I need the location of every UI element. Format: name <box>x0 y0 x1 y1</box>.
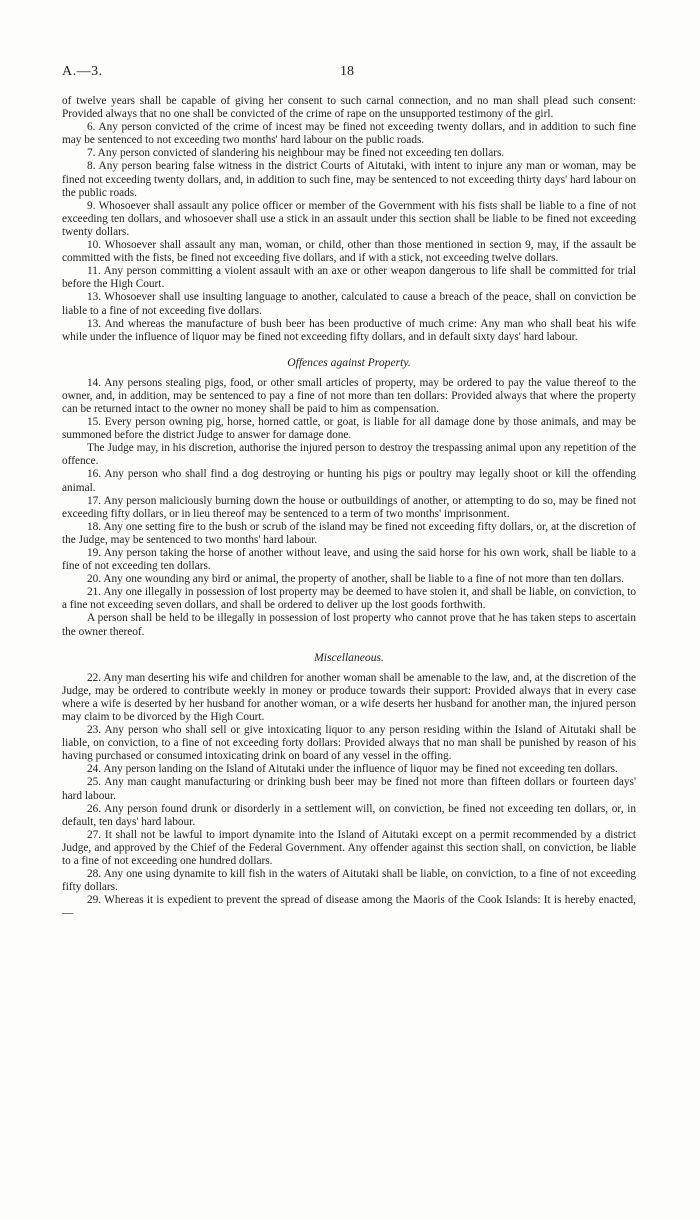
page-number: 18 <box>340 64 354 79</box>
paragraph: A person shall be held to be illegally in possession of lost property who cannot prove that he has taken steps to ascertain the owner thereof. <box>62 612 636 638</box>
section-heading: Offences against Property. <box>287 355 411 369</box>
paragraph: 24. Any person landing on the Island of Aitutaki under the influence of liquor may be fined not exceeding ten dollars. <box>87 763 618 776</box>
paragraph: 22. Any man deserting his wife and children for another woman shall be amenable to the law, and, at the discretion of the Judge, may be ordered to contribute weekly in money or produce towards their support: Provided always that in every case where a wife is deserted by her husband for another woman, or a wife deserts her husband for another man, the injured person may claim to be divorced by the High Court. <box>62 671 636 723</box>
paragraph: 13. Whosoever shall use insulting language to another, calculated to cause a breach of the peace, shall on conviction be liable to a fine of not exceeding five dollars. <box>62 291 636 317</box>
paragraph: 15. Every person owning pig, horse, horned cattle, or goat, is liable for all damage done by those animals, and may be summoned before the district Judge to answer for damage done. <box>62 416 636 442</box>
paragraph: 14. Any persons stealing pigs, food, or other small articles of property, may be ordered to pay the value thereof to the owner, and, in addition, may be sentenced to pay a fine of not more than ten dollars: Provided always that where the property can be returned intact to the owner no money shall be paid to him as compensation. <box>62 376 636 415</box>
paragraph: 26. Any person found drunk or disorderly in a settlement will, on conviction, be fined not exceeding ten dollars, or, in default, ten days' hard labour. <box>62 802 636 828</box>
body-text <box>62 95 636 920</box>
document-reference: A.—3. <box>62 64 103 79</box>
paragraph: 7. Any person convicted of slandering his neighbour may be fined not exceeding ten dollars. <box>87 147 505 160</box>
paragraph: of twelve years shall be capable of giving her consent to such carnal connection, and no man shall plead such consent: Provided always that no one shall be convicted of the crime of rape on the unsupported testimony of the girl. <box>62 95 636 121</box>
paragraph: 20. Any one wounding any bird or animal, the property of another, shall be liable to a fine of not more than ten dollars. <box>87 573 624 586</box>
section-heading: Miscellaneous. <box>314 650 384 664</box>
paragraph: 27. It shall not be lawful to import dynamite into the Island of Aitutaki except on a permit recommended by a district Judge, and approved by the Chief of the Federal Government. Any offender against this section shall, on conviction, be liable to a fine of not exceeding one hundred dollars. <box>62 828 636 867</box>
paragraph: 10. Whosoever shall assault any man, woman, or child, other than those mentioned in section 9, may, if the assault be committed with the fists, be fined not exceeding five dollars, and if with a stick, not exceeding twelve dollars. <box>62 239 636 265</box>
paragraph: 13. And whereas the manufacture of bush beer has been productive of much crime: Any man who shall beat his wife while under the influence of liquor may be fined not exceeding fifty dollars, and in default sixty days' hard labour. <box>62 317 636 343</box>
paragraph: 9. Whosoever shall assault any police officer or member of the Government with his fists shall be liable to a fine of not exceeding ten dollars, and whosoever shall use a stick in an assault under this section shall be liable to be fined not exceeding twenty dollars. <box>62 199 636 238</box>
paragraph: 6. Any person convicted of the crime of incest may be fined not exceeding twenty dollars, and in addition to such fine may be sentenced to not exceeding two months' hard labour on the public roads. <box>62 121 636 147</box>
paragraph: 29. Whereas it is expedient to prevent the spread of disease among the Maoris of the Cook Islands: It is hereby enacted,— <box>62 894 636 920</box>
paragraph: 17. Any person maliciously burning down the house or outbuildings of another, or attempting to do so, may be fined not exceeding fifty dollars, or in lieu thereof may be sentenced to a term of two months' imprisonment. <box>62 494 636 520</box>
paragraph: 28. Any one using dynamite to kill fish in the waters of Aitutaki shall be liable, on conviction, to a fine of not exceeding fifty dollars. <box>62 868 636 894</box>
paragraph: 8. Any person bearing false witness in the district Courts of Aitutaki, with intent to injure any man or woman, may be fined not exceeding twenty dollars, and, in addition to such fine, may be sentenced to not exceeding thirty days' hard labour on the public roads. <box>62 160 636 199</box>
paragraph: 21. Any one illegally in possession of lost property may be deemed to have stolen it, and shall be liable, on conviction, to a fine not exceeding seven dollars, and shall be ordered to deliver up the lost goods forthwith. <box>62 586 636 612</box>
paragraph: 25. Any man caught manufacturing or drinking bush beer may be fined not more than fifteen dollars or fourteen days' hard labour. <box>62 776 636 802</box>
paragraph: 11. Any person committing a violent assault with an axe or other weapon dangerous to life shall be committed for trial before the High Court. <box>62 265 636 291</box>
paragraph: 18. Any one setting fire to the bush or scrub of the island may be fined not exceeding fifty dollars, or, at the discretion of the Judge, may be sentenced to two months' hard labour. <box>62 520 636 546</box>
paragraph: 16. Any person who shall find a dog destroying or hunting his pigs or poultry may legally shoot or kill the offending animal. <box>62 468 636 494</box>
paragraph: 23. Any person who shall sell or give intoxicating liquor to any person residing within the Island of Aitutaki shall be liable, on conviction, to a fine of not exceeding forty dollars: Provided always that no man shall be punished by reason of his having purchased or consumed intoxicating drink on board of any vessel in the offing. <box>62 724 636 763</box>
paragraph: The Judge may, in his discretion, authorise the injured person to destroy the trespassing animal upon any repetition of the offence. <box>62 442 636 468</box>
paragraph: 19. Any person taking the horse of another without leave, and using the said horse for his own work, shall be liable to a fine of not exceeding ten dollars. <box>62 547 636 573</box>
